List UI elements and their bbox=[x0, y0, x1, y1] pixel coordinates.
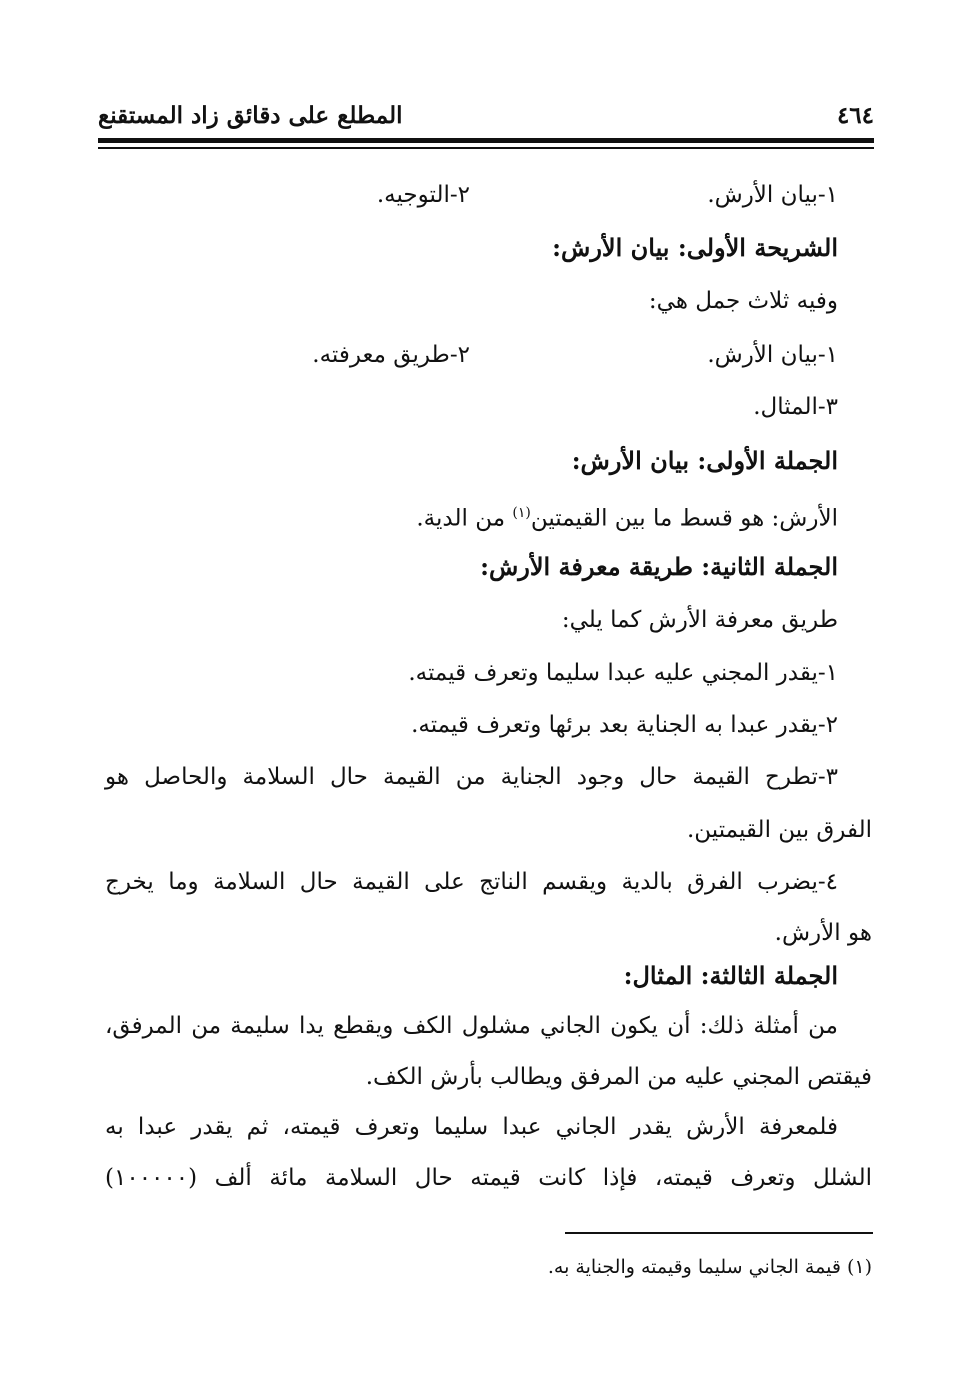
list-item: ١-يقدر المجني عليه عبدا سليما وتعرف قيمته. bbox=[408, 660, 838, 686]
section-heading: الجملة الثالثة: المثال: bbox=[623, 961, 838, 990]
page-number: ٤٦٤ bbox=[836, 102, 874, 129]
section-heading: الجملة الثانية: طريقة معرفة الأرش: bbox=[480, 552, 838, 581]
list-item-continuation: الفرق بين القيمتين. bbox=[686, 817, 872, 843]
header-rule-thick bbox=[98, 138, 874, 143]
book-title: المطلع على دقائق زاد المستقنع bbox=[98, 102, 403, 129]
list-item: ٢-التوجيه. bbox=[376, 182, 470, 208]
list-item: ٣-تطرح القيمة حال وجود الجناية من القيمة حال السلامة والحاصل هو bbox=[105, 764, 838, 790]
footnote-ref: (١) bbox=[512, 505, 531, 521]
list-item: ٣-المثال. bbox=[753, 394, 838, 420]
paragraph-line: الشلل وتعرف قيمته، فإذا كانت قيمته حال السلامة مائة ألف (١٠٠٠٠٠) bbox=[105, 1165, 872, 1191]
section-heading: الشريحة الأولى: بيان الأرش: bbox=[552, 233, 838, 262]
footnote-separator bbox=[565, 1232, 873, 1234]
paragraph-line: فلمعرفة الأرش يقدر الجاني عبدا سليما وتعرف قيمته، ثم يقدر عبدا به bbox=[105, 1114, 838, 1140]
header-rule-thin bbox=[98, 147, 874, 149]
definition-text: الأرش: هو قسط ما بين القيمتين bbox=[530, 505, 838, 532]
paragraph-line: فيقتص المجني عليه من المرفق ويطالب بأرش الكف. bbox=[365, 1064, 872, 1090]
list-item-continuation: هو الأرش. bbox=[774, 920, 872, 946]
list-item: ٢-يقدر عبدا به الجناية بعد برئها وتعرف قيمته. bbox=[411, 712, 838, 738]
list-item: ١-بيان الأرش. bbox=[707, 182, 838, 208]
paragraph-line bbox=[416, 498, 838, 534]
list-item: ٤-يضرب الفرق بالدية ويقسم الناتج على القيمة حال السلامة وما يخرج bbox=[105, 869, 838, 895]
section-heading: الجملة الأولى: بيان الأرش: bbox=[571, 446, 838, 475]
list-item: ١-بيان الأرش. bbox=[707, 342, 838, 368]
definition-text-end: من الدية. bbox=[416, 505, 513, 532]
page-header bbox=[98, 102, 874, 132]
paragraph-line: وفيه ثلاث جمل هي: bbox=[648, 288, 838, 314]
paragraph-line: من أمثلة ذلك: أن يكون الجاني مشلول الكف ويقطع يدا سليمة من المرفق، bbox=[105, 1013, 838, 1039]
paragraph-line: طريق معرفة الأرش كما يلي: bbox=[561, 607, 838, 633]
footnote: (١) قيمة الجاني سليما وقيمته والجناية به. bbox=[547, 1256, 872, 1278]
list-item: ٢-طريق معرفته. bbox=[312, 342, 470, 368]
